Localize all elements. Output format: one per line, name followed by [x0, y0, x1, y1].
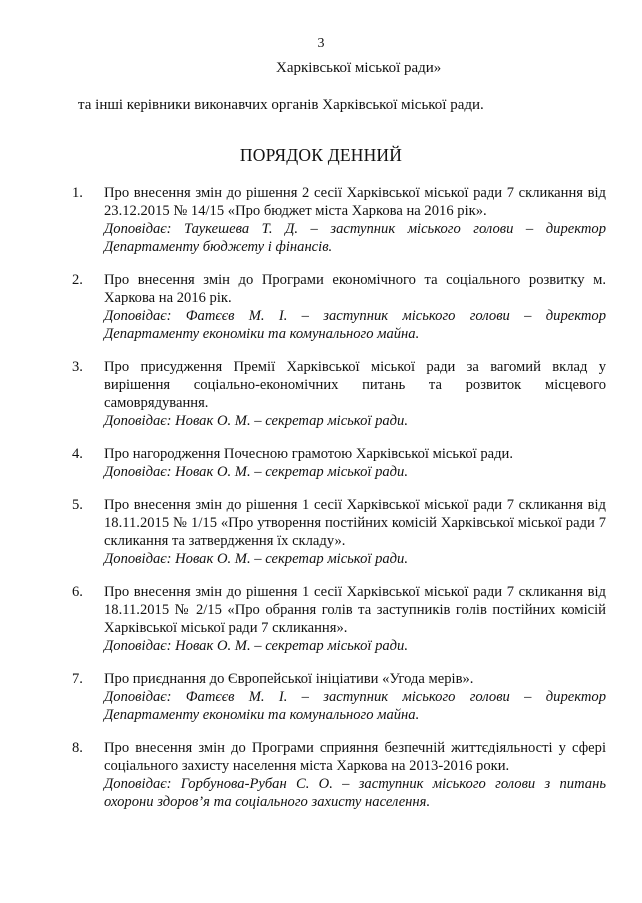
- item-text: Про внесення змін до рішення 2 сесії Харківської міської ради 7 скликання від 23.12.2015 № 14/15 «Про бюджет міста Харкова на 2016 рік».: [104, 185, 606, 219]
- item-body: [104, 496, 606, 568]
- page-number: 3: [317, 36, 325, 51]
- item-body: [104, 445, 606, 481]
- item-number: 3.: [72, 359, 83, 375]
- item-number: 8.: [72, 740, 83, 756]
- agenda-item: [72, 496, 607, 568]
- agenda-item: [72, 271, 607, 343]
- item-text: Про присудження Премії Харківської міської ради за вагомий вклад у вирішення соціально-економічних питань та розвиток місцевого самоврядування.: [104, 359, 606, 411]
- agenda-item: [72, 583, 607, 655]
- item-number: 4.: [72, 446, 83, 462]
- item-speaker: Доповідає: Новак О. М. – секретар міської ради.: [104, 464, 409, 480]
- agenda-list: [72, 184, 607, 826]
- item-speaker: Доповідає: Новак О. М. – секретар міської ради.: [104, 551, 409, 567]
- item-speaker: Доповідає: Таукешева Т. Д. – заступник міського голови – директор Департаменту бюджету і фінансів.: [104, 221, 606, 255]
- item-number: 6.: [72, 584, 83, 600]
- item-body: [104, 739, 606, 811]
- item-body: [104, 670, 606, 724]
- item-body: [104, 271, 606, 343]
- agenda-item: [72, 445, 607, 481]
- item-number: 5.: [72, 497, 83, 513]
- item-text: Про внесення змін до рішення 1 сесії Харківської міської ради 7 скликання від 18.11.2015 № 2/15 «Про обрання голів та заступників голів постійних комісій Харківської міської ради 7 скликання».: [104, 584, 606, 636]
- item-speaker: Доповідає: Горбунова-Рубан С. О. – заступник міського голови з питань охорони здоров’я та соціального захисту населення.: [104, 776, 606, 810]
- item-text: Про внесення змін до рішення 1 сесії Харківської міської ради 7 скликання від 18.11.2015 № 1/15 «Про утворення постійних комісій Харківської міської ради 7 скликання та затвердження їх складу».: [104, 497, 606, 549]
- agenda-item: [72, 739, 607, 811]
- item-speaker: Доповідає: Фатєєв М. І. – заступник міського голови – директор Департаменту економіки та комунального майна.: [104, 308, 606, 342]
- item-number: 2.: [72, 272, 83, 288]
- item-text: Про нагородження Почесною грамотою Харківської міської ради.: [104, 446, 514, 462]
- item-body: [104, 184, 606, 256]
- agenda-item: [72, 358, 607, 430]
- item-speaker: Доповідає: Фатєєв М. І. – заступник міського голови – директор Департаменту економіки та комунального майна.: [104, 689, 606, 723]
- agenda-item: [72, 184, 607, 256]
- header-fragment: Харківської міської ради»: [276, 60, 442, 76]
- attendees-line: та інші керівники виконавчих органів Харківської міської ради.: [78, 97, 484, 113]
- item-body: [104, 358, 606, 430]
- item-speaker: Доповідає: Новак О. М. – секретар міської ради.: [104, 413, 409, 429]
- item-text: Про приєднання до Європейської ініціативи «Угода мерів».: [104, 671, 474, 687]
- item-body: [104, 583, 606, 655]
- agenda-title: ПОРЯДОК ДЕННИЙ: [239, 145, 403, 165]
- item-number: 1.: [72, 185, 83, 201]
- item-text: Про внесення змін до Програми економічного та соціального розвитку м. Харкова на 2016 рік.: [104, 272, 606, 306]
- item-speaker: Доповідає: Новак О. М. – секретар міської ради.: [104, 638, 409, 654]
- item-number: 7.: [72, 671, 83, 687]
- item-text: Про внесення змін до Програми сприяння безпечній життєдіяльності у сфері соціального захисту населення міста Харкова на 2013-2016 роки.: [104, 740, 606, 774]
- agenda-item: [72, 670, 607, 724]
